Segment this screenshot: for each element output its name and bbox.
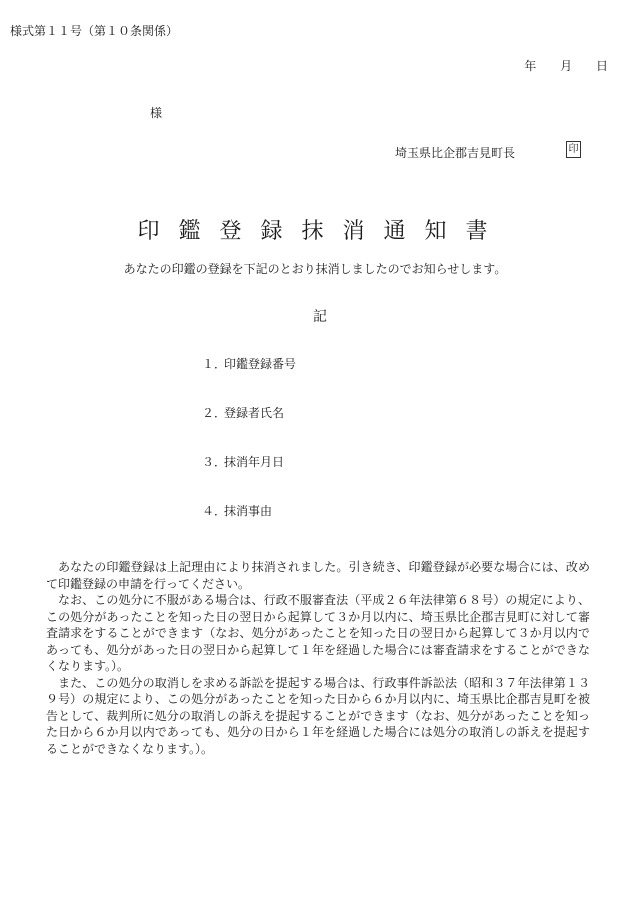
addressee-suffix: 様 <box>150 106 163 120</box>
item-label: 印鑑登録番号 <box>224 357 297 371</box>
lead-sentence: あなたの印鑑の登録を下記のとおり抹消しましたのでお知らせします。 <box>123 262 507 276</box>
date-year: 年 <box>524 59 537 73</box>
form-number: 様式第１１号（第１０条関係） <box>10 24 179 38</box>
notice-body <box>46 559 590 757</box>
item-number: ４． <box>202 504 227 518</box>
item-deletion-reason <box>202 502 272 519</box>
date-day: 日 <box>595 59 608 73</box>
item-label: 登録者氏名 <box>224 406 285 420</box>
date-month: 月 <box>560 59 573 73</box>
ki-heading: 記 <box>313 309 327 325</box>
seal-mark: 印 <box>566 141 581 158</box>
item-registration-number <box>202 355 296 372</box>
item-number: １． <box>202 357 227 371</box>
item-label: 抹消事由 <box>224 504 273 518</box>
item-number: ３． <box>202 455 227 469</box>
item-label: 抹消年月日 <box>224 455 285 469</box>
issuer-name: 埼玉県比企郡吉見町長 <box>395 146 516 160</box>
item-registrant-name <box>202 404 284 421</box>
notice-paragraph-3: また、この処分の取消しを求める訴訟を提起する場合は、行政事件訴訟法（昭和３７年法律第１３９号）の規定により、この処分があったことを知った日から６か月以内に、埼玉県比企郡吉見町を被告として、裁判所に処分の取消しの訴えを提起することができます（なお、処分があったことを知った日から６か月以内であっても、処分の日から１年を経過した場合には処分の取消しの訴えを提起することができなくなります。）。 <box>46 675 590 756</box>
item-deletion-date <box>202 453 284 470</box>
date-line <box>504 57 608 74</box>
notice-paragraph-2: なお、この処分に不服がある場合は、行政不服審査法（平成２６年法律第６８号）の規定により、この処分があったことを知った日の翌日から起算して３か月以内に、埼玉県比企郡吉見町に対して審査請求をすることができます（なお、処分があったことを知った日の翌日から起算して３か月以内であっても、処分があった日の翌日から起算して１年を経過した場合には審査請求をすることができなくなります。）。 <box>46 593 590 673</box>
document-title: 印鑑登録抹消通知書 <box>137 219 507 244</box>
item-number: ２． <box>202 406 227 420</box>
notice-paragraph-1: あなたの印鑑登録は上記理由により抹消されました。引き続き、印鑑登録が必要な場合には、改めて印鑑登録の申請を行ってください。 <box>46 560 590 591</box>
